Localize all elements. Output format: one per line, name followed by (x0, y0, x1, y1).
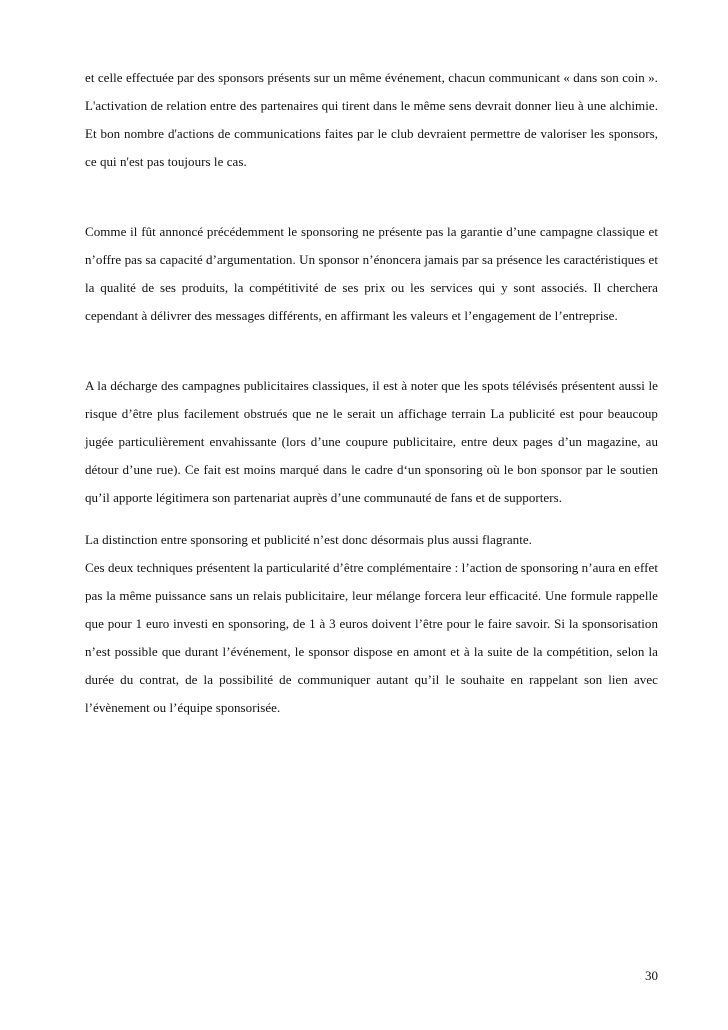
paragraph-spacer (85, 330, 658, 372)
paragraph-complementarity: Ces deux techniques présentent la particularité d’être complémentaire : l’action de sponsoring n’aura en effet pas la même puissance sans un relais publicitaire, leur mélange forcera leur efficacité. Une formule rappelle que pour 1 euro investi en sponsoring, de 1 à 3 euros doivent l’être pour le faire savoir. Si la sponsorisation n’est possible que durant l’événement, le sponsor dispose en amont et à la suite de la compétition, selon la durée du contrat, de la possibilité de communiquer autant qu’il le souhaite en rappelant son lien avec l’évènement ou l’équipe sponsorisée. (85, 560, 658, 715)
paragraph-distinction: La distinction entre sponsoring et publicité n’est donc désormais plus aussi flagrante. (85, 532, 532, 547)
page-number: 30 (645, 968, 658, 983)
document-page (85, 64, 658, 722)
paragraph-spacer (85, 176, 658, 218)
paragraph-sponsoring-vs-campaign: Comme il fût annoncé précédemment le sponsoring ne présente pas la garantie d’une campagne classique et n’offre pas sa capacité d’argumentation. Un sponsor n’énoncera jamais par sa présence les caractéristiques et la qualité de ses produits, la compétitivité de ses prix ou les services qui y sont associés. Il cherchera cependant à délivrer des messages différents, en affirmant les valeurs et l’engagement de l’entreprise. (85, 224, 658, 323)
paragraph-spacer (85, 512, 658, 526)
paragraph-advertising-drawbacks: A la décharge des campagnes publicitaires classiques, il est à noter que les spots télévisés présentent aussi le risque d’être plus facilement obstrués que ne le serait un affichage terrain La publicité est pour beaucoup jugée particulièrement envahissante (lors d’une coupure publicitaire, entre deux pages d’un magazine, au détour d’une rue). Ce fait est moins marqué dans le cadre d‘un sponsoring où le bon sponsor par le soutien qu’il apporte légitimera son partenariat auprès d’une communauté de fans et de supporters. (85, 378, 658, 505)
paragraph-sponsor-coordination: et celle effectuée par des sponsors présents sur un même événement, chacun communicant « dans son coin ». L'activation de relation entre des partenaires qui tirent dans le même sens devrait donner lieu à une alchimie. Et bon nombre d'actions de communications faites par le club devraient permettre de valoriser les sponsors, ce qui n'est pas toujours le cas. (85, 70, 658, 169)
